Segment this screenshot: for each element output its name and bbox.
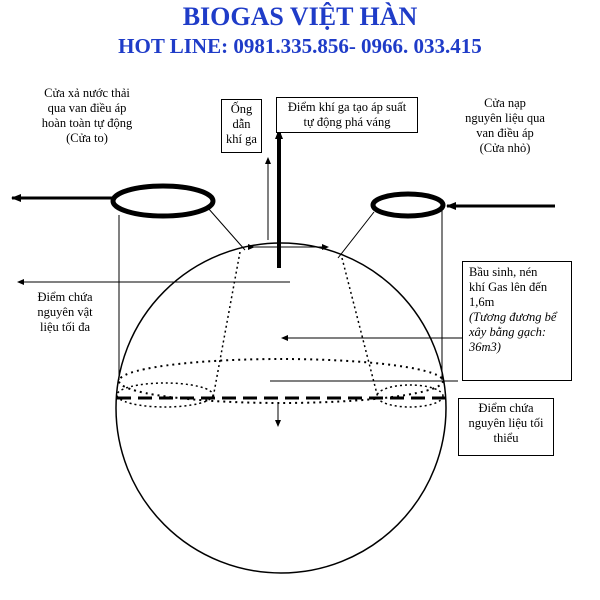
- tank-label-line: Bầu sinh, nén: [469, 265, 538, 279]
- gas-pipe-label-line: khí ga: [226, 132, 257, 146]
- max-level-label-line: liệu tối đa: [40, 320, 90, 334]
- hotline-text: HOT LINE: 0981.335.856- 0966. 033.415: [118, 34, 482, 58]
- gas-point-label-line: tự động phá váng: [303, 115, 391, 129]
- min-level-label-line: Điểm chứa: [478, 401, 534, 415]
- gas-pipe-label-line: dẫn: [232, 117, 251, 131]
- max-level-label-line: Điểm chứa: [37, 290, 93, 304]
- max-level-label: [20, 290, 110, 335]
- brand-title: BIOGAS VIỆT HÀN: [182, 2, 418, 31]
- min-level-label: [458, 398, 554, 456]
- inlet-neck-left: [338, 212, 374, 258]
- inlet-label-line: (Cửa nhỏ): [479, 141, 531, 155]
- dotted-cone-right: [342, 258, 378, 398]
- outlet-label-line: Cửa xả nước thải: [44, 86, 130, 100]
- outlet-label-line: qua van điều áp: [47, 101, 127, 115]
- tank-label-italic-line: 36m3): [469, 340, 501, 354]
- inlet-label-line: van điều áp: [476, 126, 534, 140]
- inlet-label-line: Cửa nạp: [484, 96, 526, 110]
- tank-label-italic-line: (Tương đương bể: [469, 310, 557, 324]
- outlet-label: [14, 86, 160, 146]
- inlet-label-line: nguyên liệu qua: [465, 111, 545, 125]
- min-level-label-line: nguyên liệu tối: [468, 416, 544, 430]
- gas-point-label-line: Điểm khí ga tạo áp suất: [287, 100, 407, 114]
- gas-pipe-label: [221, 99, 262, 153]
- tank-label-line: khí Gas lên đến: [469, 280, 548, 294]
- outlet-label-line: (Cửa to): [66, 131, 108, 145]
- tank-label-line: 1,6m: [469, 295, 495, 309]
- max-level-label-line: nguyên vật: [37, 305, 93, 319]
- dotted-cone-left: [213, 252, 240, 398]
- inlet-label: [448, 96, 562, 156]
- outlet-neck-right: [208, 208, 245, 250]
- digester-sphere: [116, 243, 446, 573]
- tank-label: [462, 261, 572, 381]
- outlet-label-line: hoàn toàn tự động: [41, 116, 133, 130]
- outlet-bottom-ellipse: [117, 383, 213, 407]
- outlet-ring: [113, 186, 213, 216]
- gas-pipe-label-line: Ống: [230, 102, 253, 116]
- tank-label-italic-line: xây bằng gạch:: [469, 325, 547, 339]
- inlet-ring: [373, 194, 443, 216]
- gas-point-label: [276, 97, 418, 133]
- min-level-label-line: thiểu: [493, 431, 519, 445]
